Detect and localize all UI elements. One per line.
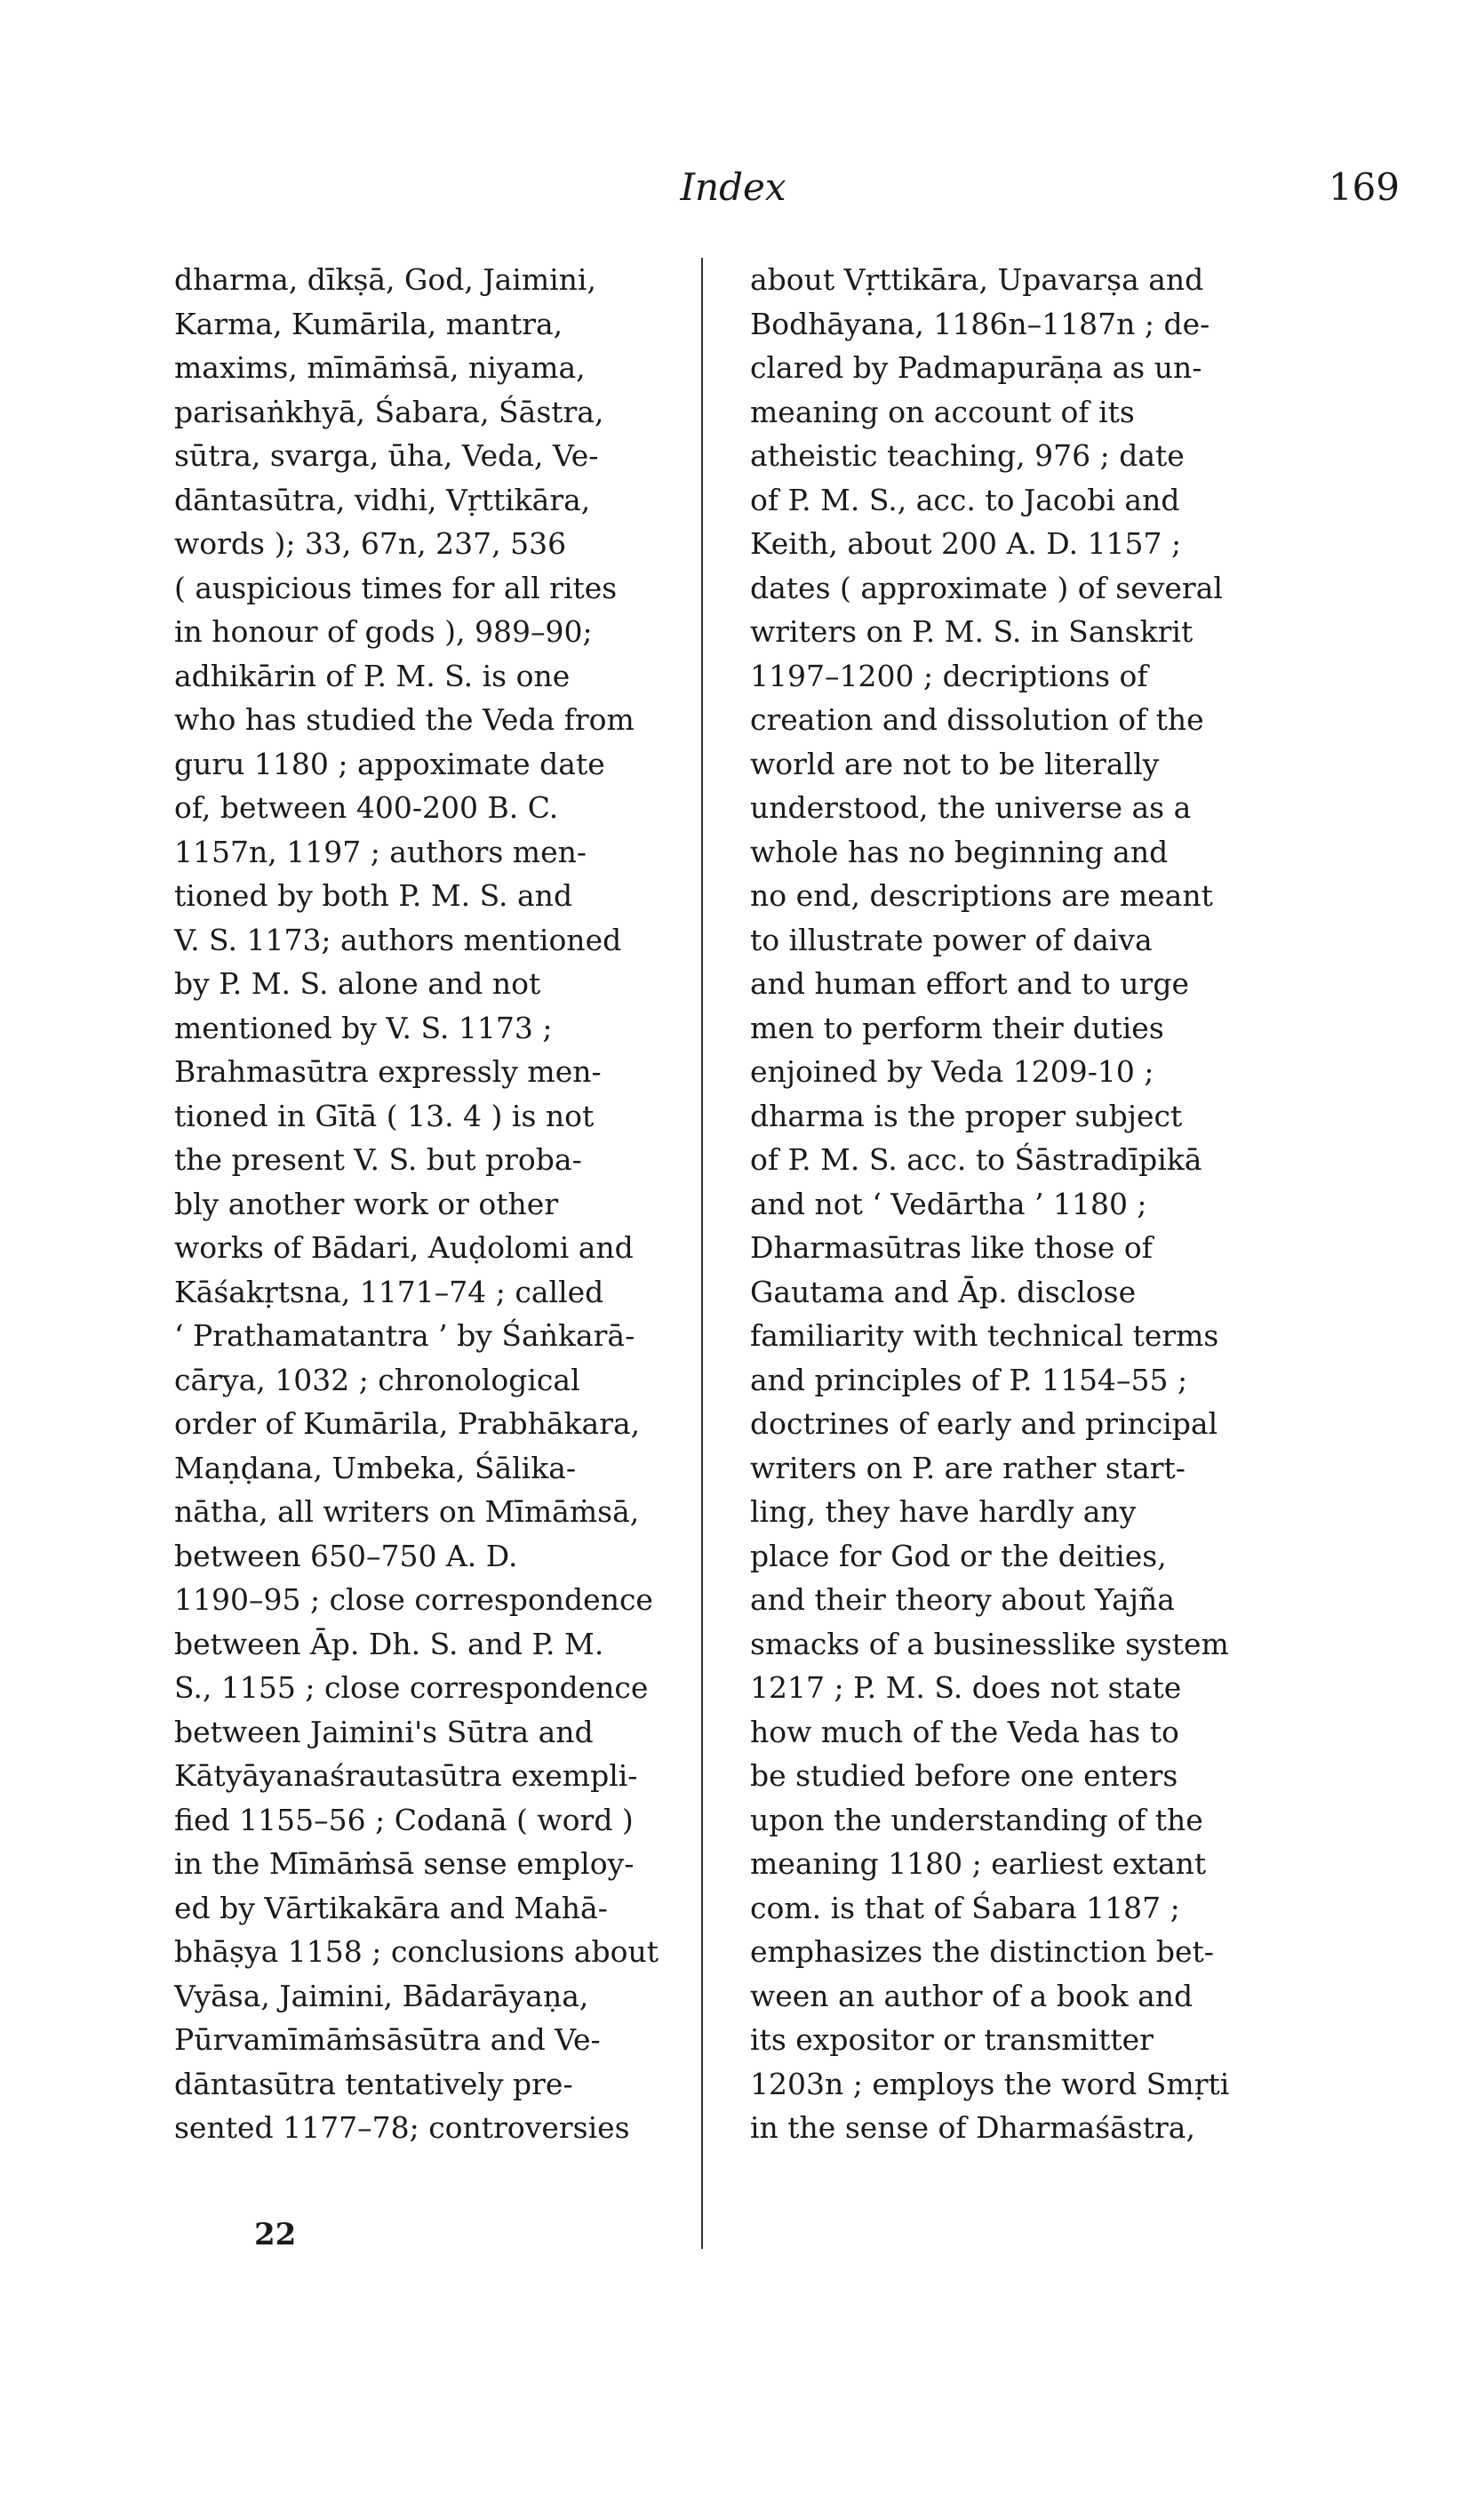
signature-mark: 22 [254,2217,297,2252]
index-column-right: about Vṛttikāra, Upavarṣa and Bodhāyana, 1186n–1187n ; de- clared by Padmapurāṇa as un- meaning on account of its atheistic teaching, 976 ; date of P. M. S., acc. to Jacobi and Keith, about 200 A. D. 1157 ; dates ( approximate ) of several writers on P. M. S. in Sanskrit 1197–1200 ; decriptions of creation and dissolution of the world are not to be literally understood, the universe as a whole has no beginning and no end, descriptions are meant to illustrate power of daiva and human effort and to urge men to perform their duties enjoined by Veda 1209-10 ; dharma is the proper subject of P. M. S. acc. to Śāstradīpikā and not ‘ Vedārtha ’ 1180 ; Dharmasūtras like those of Gautama and Āp. disclose familiarity with technical terms and principles of P. 1154–55 ; doctrines of early and principal writers on P. are rather start- ling, they have hardly any place for God or the deities, and their theory about Yajña smacks of a businesslike system 1217 ; P. M. S. does not state how much of the Veda has to be studied before one enters upon the understanding of the meaning 1180 ; earliest extant com. is that of Śabara 1187 ; emphasizes the distinction bet- ween an author of a book and its expositor or transmitter 1203n ; employs the word Smṛti in the sense of Dharmaśāstra, [750,262,1230,2145]
running-header-title: Index [680,165,786,209]
index-column-left: dharma, dīkṣā, God, Jaimini, Karma, Kumārila, mantra, maxims, mīmāṁsā, niyama, parisaṅkhyā, Śabara, Śāstra, sūtra, svarga, ūha, Veda, Ve- dāntasūtra, vidhi, Vṛttikāra, words ); 33, 67n, 237, 536 ( auspicious times for all rites in honour of gods ), 989–90; adhikārin of P. M. S. is one who has studied the Veda from guru 1180 ; appoximate date of, between 400-200 B. C. 1157n, 1197 ; authors men- tioned by both P. M. S. and V. S. 1173; authors mentioned by P. M. S. alone and not mentioned by V. S. 1173 ; Brahmasūtra expressly men- tioned in Gītā ( 13. 4 ) is not the present V. S. but proba- bly another work or other works of Bādari, Auḍolomi and Kāśakṛtsna, 1171–74 ; called ‘ Prathamatantra ’ by Śaṅkarā- cārya, 1032 ; chronological order of Kumārila, Prabhākara, Maṇḍana, Umbeka, Śālika- nātha, all writers on Mīmāṁsā, between 650–750 A. D. 1190–95 ; close correspondence between Āp. Dh. S. and P. M. S., 1155 ; close correspondence between Jaimini's Sūtra and Kātyāyanaśrautasūtra exempli- fied 1155–56 ; Codanā ( word ) in the Mīmāṁsā sense employ- ed by Vārtikakāra and Mahā- bhāṣya 1158 ; conclusions about Vyāsa, Jaimini, Bādarāyaṇa, Pūrvamīmāṁsāsūtra and Ve- dāntasūtra tentatively pre- sented 1177–78; controversies [174,262,659,2145]
page-number: 169 [1328,165,1400,209]
column-divider [701,258,703,2249]
